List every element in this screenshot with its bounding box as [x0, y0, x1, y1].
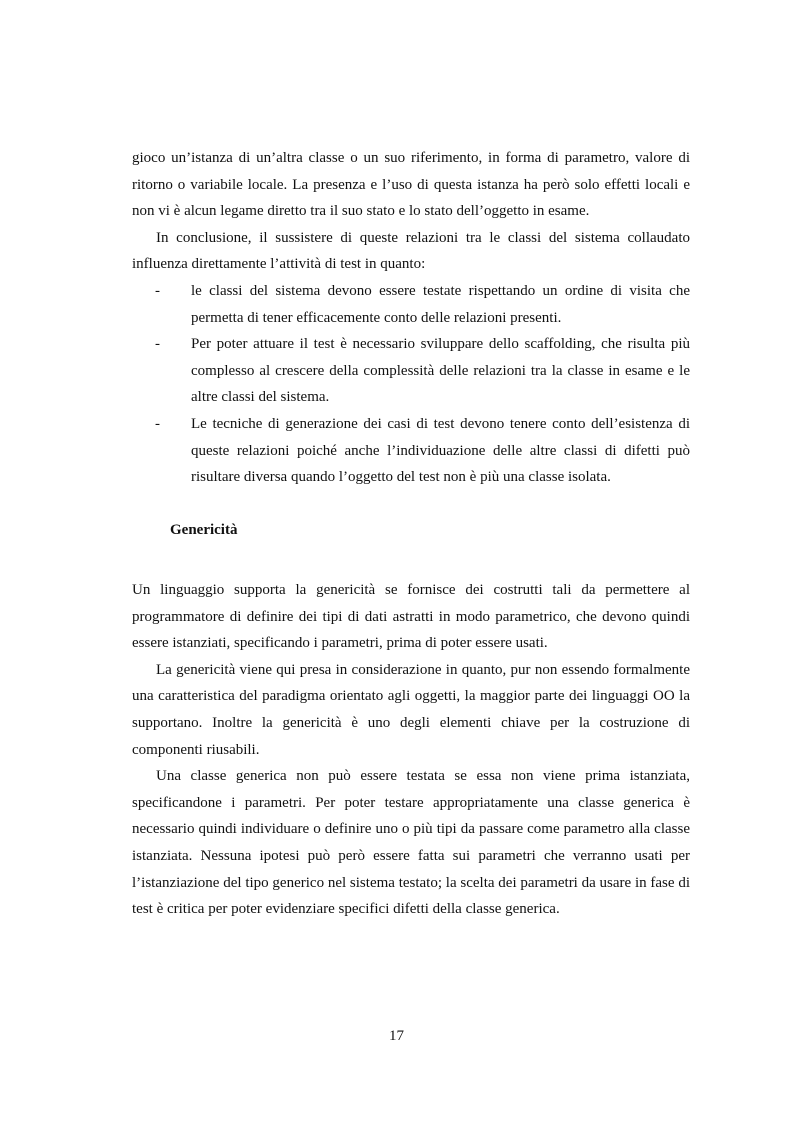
section-paragraph-3: Una classe generica non può essere testata se essa non viene prima istanziata, specificandone i parametri. Per poter testare appropriatamente una classe generica è necessario quindi individuare o definire uno o più tipi da passare come parametro alla classe istanziata. Nessuna ipotesi può però essere fatta sui parametri che verranno usati per l’istanziazione del tipo generico nel sistema testato; la scelta dei parametri da usare in fase di test è critica per poter evidenziare specifici difetti della classe generica. — [132, 768, 690, 918]
requirements-list — [132, 278, 690, 491]
list-item — [132, 411, 690, 491]
page-body — [132, 145, 690, 918]
list-bullet: - — [155, 336, 160, 353]
list-bullet: - — [155, 415, 160, 432]
intro-paragraph-1: gioco un’istanza di un’altra classe o un suo riferimento, in forma di parametro, valore di ritorno o variabile locale. La presenza e l’uso di questa istanza ha però solo effetti locali e non vi è alcun legame diretto tra il suo stato e lo stato dell’oggetto in esame. — [132, 150, 690, 220]
list-item — [132, 278, 690, 331]
list-item-text: Per poter attuare il test è necessario sviluppare dello scaffolding, che risulta più complesso al crescere della complessità delle relazioni tra la classe in esame e le altre classi del sistema. — [191, 336, 690, 406]
intro-paragraph-2: In conclusione, il sussistere di queste relazioni tra le classi del sistema collaudato influenza direttamente l’attività di test in quanto: — [132, 229, 690, 273]
list-item — [132, 331, 690, 411]
section-body — [132, 577, 690, 923]
section-heading: Genericità — [170, 522, 238, 538]
list-item-text: le classi del sistema devono essere testate rispettando un ordine di visita che permetta di tener efficacemente conto delle relazioni presenti. — [191, 282, 690, 326]
list-item-text: Le tecniche di generazione dei casi di test devono tenere conto dell’esistenza di queste relazioni poiché anche l’individuazione delle altre classi di difetti può risultare diversa quando l’oggetto del test non è più una classe isolata. — [191, 415, 690, 486]
page-number: 17 — [389, 1028, 404, 1044]
section-paragraph-2: La genericità viene qui presa in considerazione in quanto, pur non essendo formalmente una caratteristica del paradigma orientato agli oggetti, la maggior parte dei linguaggi OO la supportano. Inoltre la genericità è uno degli elementi chiave per la costruzione di componenti riusabili. — [132, 661, 690, 758]
list-bullet: - — [155, 282, 160, 299]
section-paragraph-1: Un linguaggio supporta la genericità se fornisce dei costrutti tali da permettere al programmatore di definire dei tipi di dati astratti in modo parametrico, che devono quindi essere istanziati, specificando i parametri, prima di poter essere usati. — [132, 582, 690, 652]
